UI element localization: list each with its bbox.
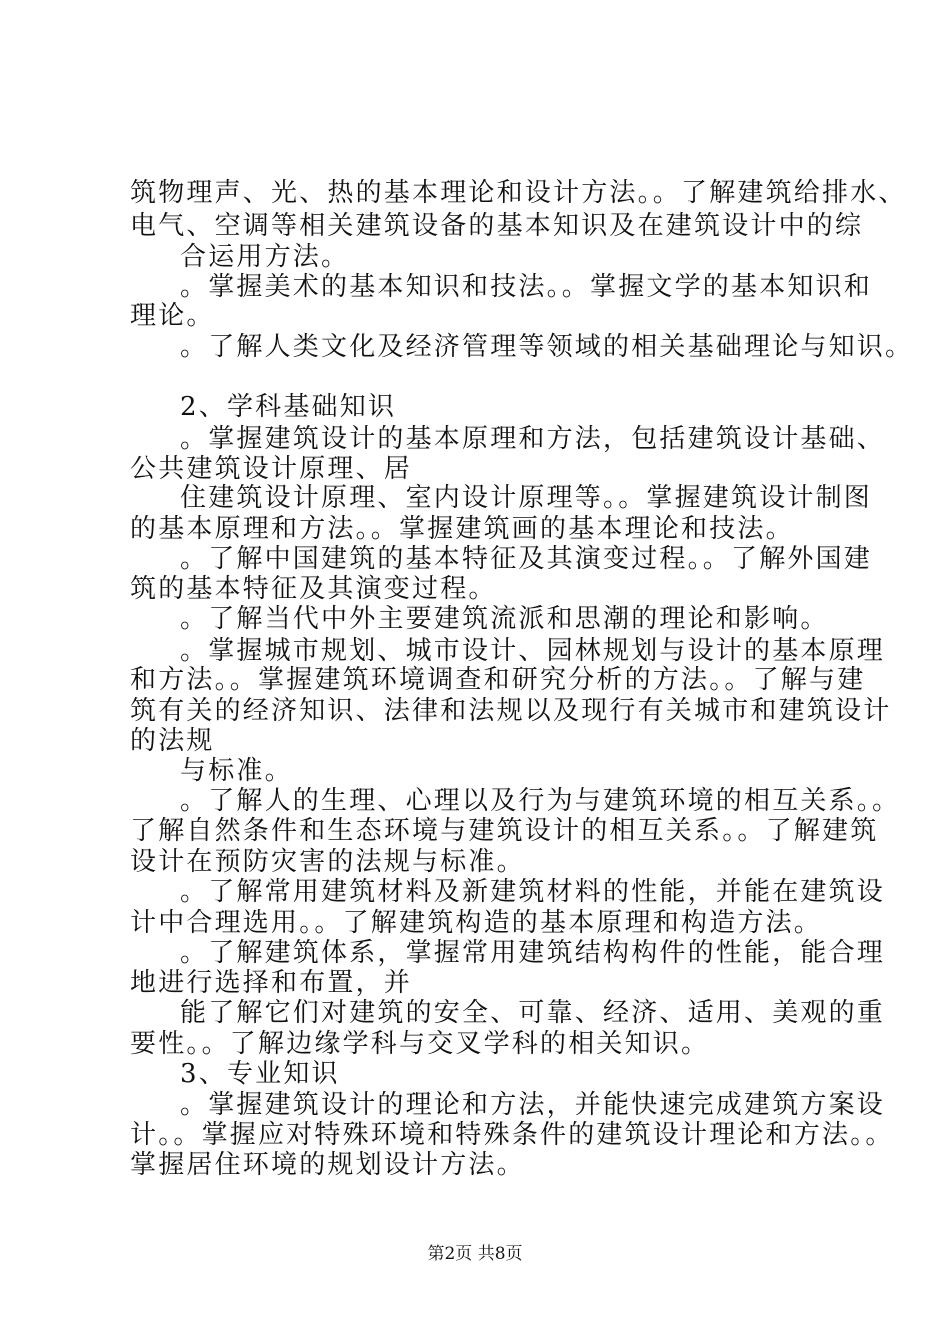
- text-line: 设计在预防灾害的法规与标准。: [130, 847, 525, 877]
- text-line: 。了解当代中外主要建筑流派和思潮的理论和影响。: [180, 604, 829, 634]
- text-line: 的法规: [130, 726, 215, 756]
- text-line: 理论。: [130, 301, 215, 331]
- section-heading: 3、专业知识: [180, 1059, 340, 1089]
- text-line: 掌握居住环境的规划设计方法。: [130, 1150, 525, 1180]
- text-line: 的基本原理和方法。。掌握建筑画的基本理论和技法。: [130, 514, 794, 544]
- text-line: 能了解它们对建筑的安全、可靠、经济、适用、美观的重: [180, 998, 886, 1028]
- text-line: 合运用方法。: [180, 242, 350, 272]
- text-line: 计中合理选用。。了解建筑构造的基本原理和构造方法。: [130, 908, 823, 938]
- page-number-footer: 第2页 共8页: [427, 1244, 523, 1264]
- text-line: 和方法。。掌握建筑环境调查和研究分析的方法。。了解与建: [130, 665, 866, 695]
- text-line: 。掌握建筑设计的基本原理和方法，包括建筑设计基础、: [180, 424, 886, 454]
- text-line: 筑的基本特征及其演变过程。: [130, 574, 497, 604]
- text-line: 地进行选择和布置，并: [130, 968, 413, 998]
- text-line: 公共建筑设计原理、居: [130, 454, 413, 484]
- text-line: 。掌握建筑设计的理论和方法，并能快速完成建筑方案设: [180, 1090, 886, 1120]
- text-line: 电气、空调等相关建筑设备的基本知识及在建筑设计中的综: [130, 211, 864, 241]
- text-line: 筑有关的经济知识、法律和法规以及现行有关城市和建筑设计: [130, 696, 892, 726]
- text-line: 住建筑设计原理、室内设计原理等。。掌握建筑设计制图: [180, 483, 873, 513]
- text-line: 。掌握城市规划、城市设计、园林规划与设计的基本原理: [180, 636, 886, 666]
- text-line: 。了解中国建筑的基本特征及其演变过程。。了解外国建: [180, 544, 873, 574]
- text-line: 。掌握美术的基本知识和技法。。掌握文学的基本知识和: [180, 272, 873, 302]
- text-line: 筑物理声、光、热的基本理论和设计方法。。了解建筑给排水、: [130, 178, 907, 208]
- text-line: 与标准。: [180, 756, 293, 786]
- text-line: 。了解常用建筑材料及新建筑材料的性能，并能在建筑设: [180, 877, 886, 907]
- section-heading: 2、学科基础知识: [180, 392, 397, 422]
- text-line: 。了解建筑体系，掌握常用建筑结构构件的性能，能合理: [180, 938, 886, 968]
- text-line: 。了解人类文化及经济管理等领域的相关基础理论与知识。: [180, 332, 914, 362]
- text-line: 。了解人的生理、心理以及行为与建筑环境的相互关系。。: [180, 786, 901, 816]
- text-line: 计。。掌握应对特殊环境和特殊条件的建筑设计理论和方法。。: [130, 1120, 894, 1150]
- text-line: 要性。。了解边缘学科与交叉学科的相关知识。: [130, 1029, 710, 1059]
- text-line: 了解自然条件和生态环境与建筑设计的相互关系。。了解建筑: [130, 816, 879, 846]
